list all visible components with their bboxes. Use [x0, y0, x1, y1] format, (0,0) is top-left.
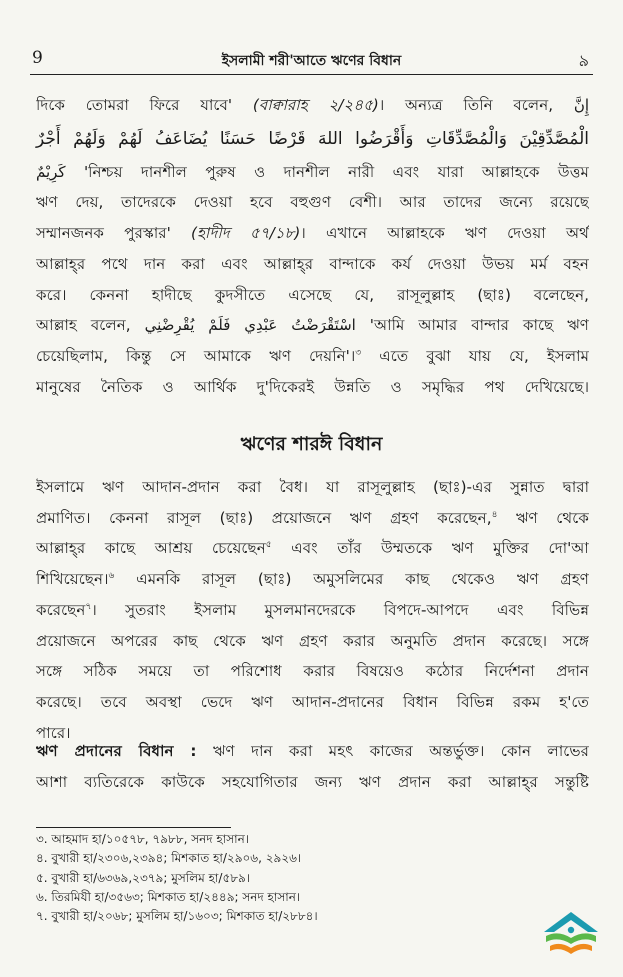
text-span: শিখিয়েছেন। [36, 570, 109, 589]
arabic-text: إِنَّ [573, 96, 589, 114]
footnote-marker: ৫ [265, 540, 272, 551]
text-span: চেয়েছিলাম, কিন্তু সে আমাকে ঋণ দেয়নি'। [36, 346, 356, 365]
text-line [36, 533, 589, 564]
text-span: এতে বুঝা যায় যে, ইসলাম [361, 346, 589, 365]
reference: (হাদীদ ৫৭/১৮) [191, 224, 301, 243]
text-line: ইসলামে ঋণ আদান-প্রদান করা বৈধ। যা রাসূলুল্লাহ (ছাঃ)-এর সুন্নাত দ্বারা [36, 478, 589, 496]
text-line [36, 90, 589, 121]
text-span: আল্লাহ বলেন, [36, 316, 145, 335]
footnote-item: ৭. বুখারী হা/২০৬৮; মুসলিম হা/১৬০৩; মিশকাত হা/২৮৮৪। [36, 909, 318, 924]
text-span: । অন্যত্র তিনি বলেন, [378, 96, 574, 114]
paragraph-2 [36, 472, 589, 748]
running-title: ইসলামী শরী'আতে ঋণের বিধান [221, 53, 402, 69]
text-span: করেছেন [36, 600, 86, 619]
paragraph-1 [36, 90, 589, 402]
text-span: ঋণ থেকে [497, 508, 589, 527]
arabic-verse-line: الْمُصَّدِّقِيْنَ وَالْمُصَّدِّقَاتِ وَأَقْرَضُوا اللهَ قَرْضًا حَسَنًا يُضَاعَفُ لَهُمْ وَلَهُمْ أَجْرٌ [36, 128, 589, 149]
footnote-marker: ৪ [491, 509, 498, 520]
text-line: আশা ব্যতিরেকে কাউকে সহযোগিতার জন্য ঋণ প্রদান করা আল্লাহ্‌র সন্তুষ্টি [36, 772, 589, 791]
section-title [0, 430, 623, 462]
text-line [36, 503, 589, 534]
text-line: ঋণ দেয়, তাদেরকে দেওয়া হবে বহুগুণ বেশী। আর তাদের জন্যে রয়েছে [36, 193, 589, 212]
reference: (বাক্বারাহ ২/২৪৫) [252, 96, 379, 114]
footnote-divider [36, 827, 231, 828]
text-span: 'আমি আমার বান্দার কাছে ঋণ [355, 316, 589, 335]
text-line [36, 595, 589, 626]
footnote-marker: ৩ [355, 347, 362, 358]
footnote-marker: ৭ [85, 601, 92, 612]
page-number-right: ৯ [578, 51, 589, 70]
text-span: । এখানে আল্লাহকে ঋণ দেওয়া অর্থ [300, 224, 589, 243]
footnote-marker: ৬ [108, 571, 115, 582]
text-span: দিকে তোমরা ফিরে যাবে' [36, 96, 253, 114]
text-span: আল্লাহ্‌র কাছে আশ্রয় চেয়েছেন [36, 539, 266, 558]
text-line [36, 157, 589, 188]
section-title-text: ঋণের শারঈ বিধান [240, 433, 383, 455]
footnote-item: ৩. আহমাদ হা/১০৫৭৮, ৭৯৮৮, সনদ হাসান। [36, 832, 250, 846]
arabic-text: اسْتَقْرَضْتُ عَبْدِي فَلَمْ يُقْرِضْنِي [144, 316, 356, 335]
text-line: মানুষের নৈতিক ও আর্থিক দু'দিকেরই উন্নতি ও সমৃদ্ধির পথ দেখিয়েছে। [36, 377, 589, 396]
text-line [36, 218, 589, 249]
text-line: করেছে। তবে অবস্থা ভেদে ঋণ আদান-প্রদানের বিধান বিভিন্ন রকম হ'তে [36, 692, 589, 711]
footnote-item: ৫. বুখারী হা/৬৩৬৯,২৩৭৯; মুসলিম হা/৫৮৯। [36, 870, 251, 885]
footnotes [36, 830, 318, 926]
arabic-text: كَرِيْمٌ [36, 162, 66, 181]
text-span: প্রমাণিত। কেননা রাসূল (ছাঃ) প্রয়োজনে ঋণ গ্রহণ করেছেন, [36, 508, 492, 527]
page-number-left: 9 [32, 48, 43, 68]
text-line: সঙ্গে সঠিক সময়ে তা পরিশোধ করার বিষয়েও কঠোর নির্দেশনা প্রদান [36, 662, 589, 681]
text-span: এবং তাঁর উম্মতকে ঋণ মুক্তির দো'আ [271, 539, 589, 558]
subheading-inline: ঋণ প্রদানের বিধান : [36, 742, 197, 760]
text-span: । সুতরাং ইসলাম মুসলমানদেরকে বিপদে-আপদে এবং বিভিন্ন [91, 600, 589, 619]
running-header [30, 44, 593, 75]
text-line: আল্লাহ্‌র পথে দান করা এবং আল্লাহ্‌র বান্দাকে কর্য দেওয়া উভয় মর্ম বহন [36, 254, 589, 273]
text-line [36, 736, 589, 767]
text-line: পারে। [36, 723, 71, 742]
paragraph-3 [36, 736, 589, 797]
footnote-item: ৪. বুখারী হা/২৩০৬,২৩৯৪; মিশকাত হা/২৯০৬, ২৯২৬। [36, 851, 302, 866]
text-line [36, 310, 589, 341]
text-span: ঋণ দান করা মহৎ কাজের অন্তর্ভুক্ত। কোন লাভের [196, 742, 589, 760]
book-publisher-logo-icon [540, 910, 602, 960]
text-line: প্রয়োজনে অপরের কাছ থেকে ঋণ গ্রহণ করার অনুমতি প্রদান করেছে। সঙ্গে [36, 631, 589, 650]
text-line: করে। কেননা হাদীছে কুদসীতে এসেছে যে, রাসূলুল্লাহ (ছাঃ) বলেছেন, [36, 285, 589, 304]
text-span: সম্মানজনক পুরস্কার' [36, 224, 192, 243]
footnote-item: ৬. তিরমিযী হা/৩৫৬৩; মিশকাত হা/২৪৪৯; সনদ হাসান। [36, 889, 301, 904]
text-span: 'নিশ্চয় দানশীল পুরুষ ও দানশীল নারী এবং যারা আল্লাহকে উত্তম [65, 162, 589, 181]
text-line [36, 564, 589, 595]
text-line [36, 341, 589, 372]
text-span: এমনকি রাসূল (ছাঃ) অমুসলিমের কাছ থেকেও ঋণ গ্রহণ [114, 570, 589, 589]
